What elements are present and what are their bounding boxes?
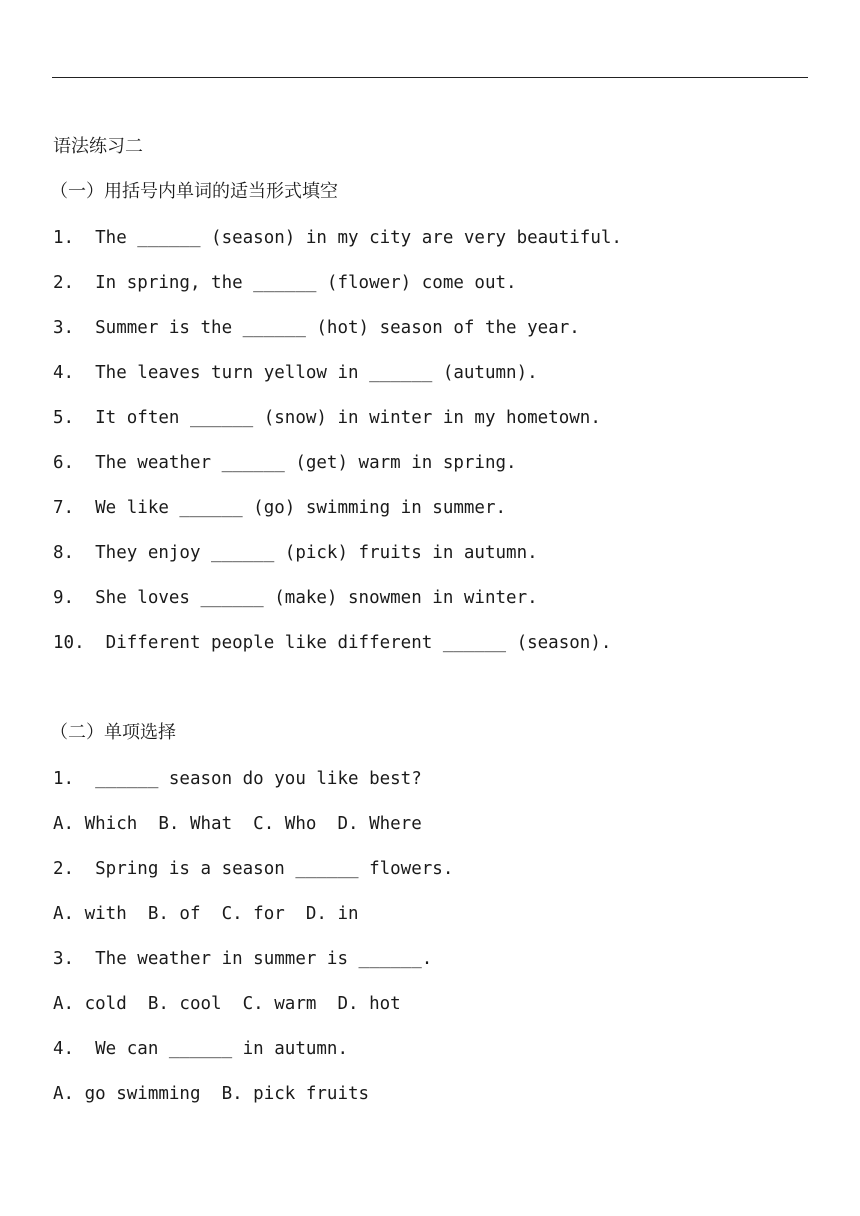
question-item: 2. Spring is a season ______ flowers. (53, 859, 454, 879)
section1-heading: （一）用括号内单词的适当形式填空 (50, 181, 338, 202)
exercise-item: 5. It often ______ (snow) in winter in my hometown. (53, 408, 601, 428)
section2-heading: （二）单项选择 (50, 722, 176, 743)
header-rule (52, 77, 808, 78)
exercise-item: 4. The leaves turn yellow in ______ (autumn). (53, 363, 538, 383)
question-item: 3. The weather in summer is ______. (53, 949, 433, 969)
exercise-item: 2. In spring, the ______ (flower) come out. (53, 273, 517, 293)
question-options: A. with B. of C. for D. in (53, 904, 359, 924)
exercise-item: 8. They enjoy ______ (pick) fruits in autumn. (53, 543, 538, 563)
exercise-item: 3. Summer is the ______ (hot) season of the year. (53, 318, 580, 338)
exercise-item: 9. She loves ______ (make) snowmen in winter. (53, 588, 538, 608)
exercise-item: 6. The weather ______ (get) warm in spring. (53, 453, 517, 473)
question-options: A. cold B. cool C. warm D. hot (53, 994, 401, 1014)
exercise-item: 7. We like ______ (go) swimming in summer. (53, 498, 507, 518)
exercise-item: 10. Different people like different ______ (season). (53, 633, 612, 653)
page-title: 语法练习二 (53, 136, 143, 157)
exercise-item: 1. The ______ (season) in my city are very beautiful. (53, 228, 622, 248)
question-options: A. go swimming B. pick fruits (53, 1084, 370, 1104)
question-item: 1. ______ season do you like best? (53, 769, 422, 789)
question-item: 4. We can ______ in autumn. (53, 1039, 349, 1059)
question-options: A. Which B. What C. Who D. Where (53, 814, 422, 834)
